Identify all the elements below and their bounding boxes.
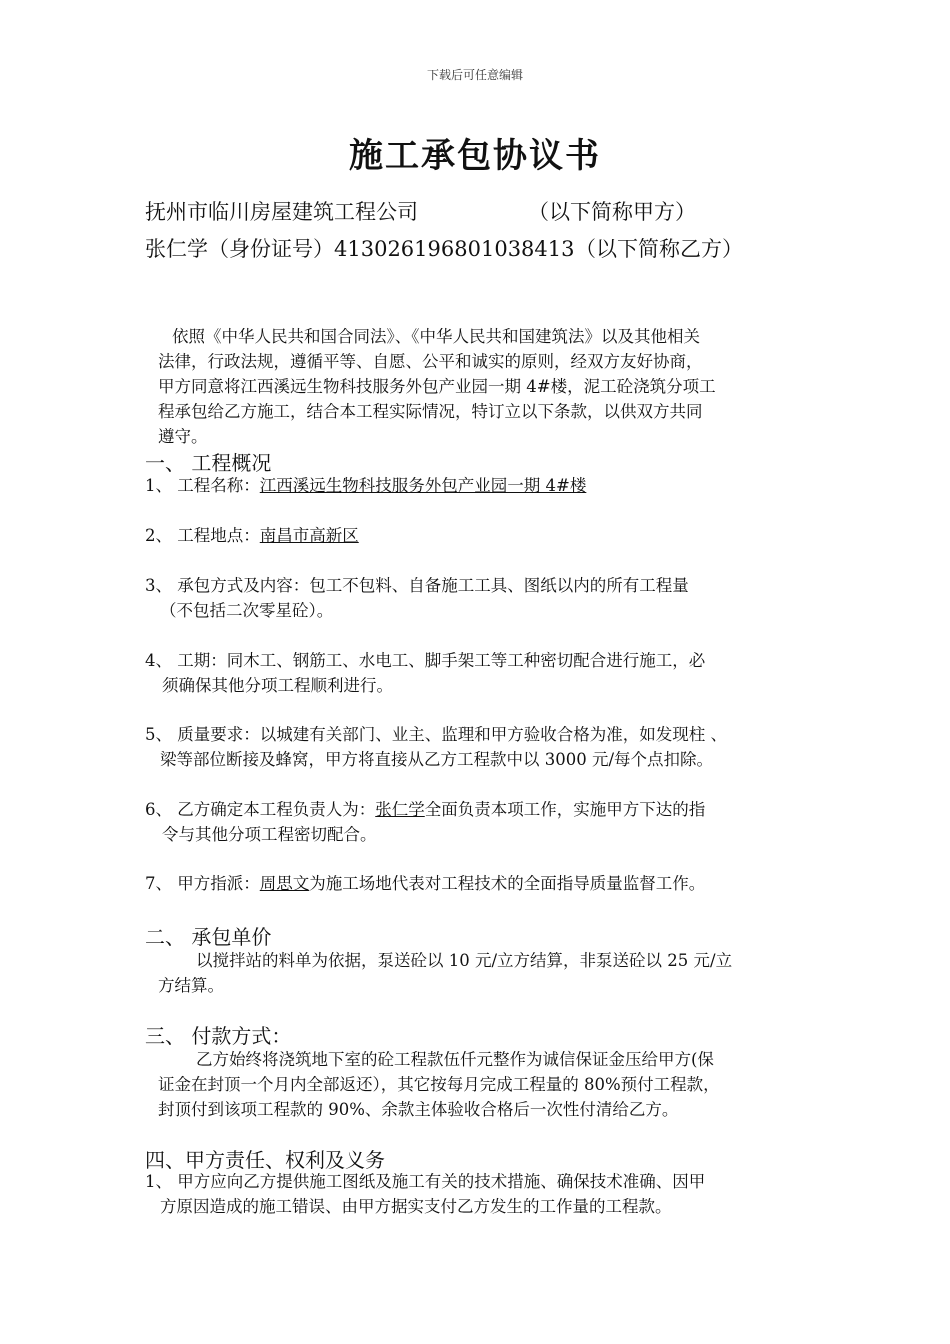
item-7-suffix: 为施工场地代表对工程技术的全面指导质量监督工作。 [309, 874, 706, 893]
section-1-item-4-line-1: 4、 工期：同木工、钢筋工、水电工、脚手架工等工种密切配合进行施工，必 [145, 651, 706, 670]
party-b-line [145, 233, 743, 263]
section-1-item-4-line-2: 须确保其他分项工程顺利进行。 [162, 676, 393, 695]
section-1-item-6-line-2: 令与其他分项工程密切配合。 [162, 825, 377, 844]
item-6-prefix: 6、 乙方确定本工程负责人为： [145, 800, 376, 819]
section-1-item-3-line-2: （不包括二次零星砼）。 [160, 601, 334, 620]
contractor-lead-name: 张仁学 [375, 800, 425, 819]
document-title: 施工承包协议书 [349, 136, 601, 176]
section-3-line-1: 乙方始终将浇筑地下室的砼工程款伍仟元整作为诚信保证金压给甲方(保 [196, 1050, 714, 1069]
section-1-item-5-line-2: 梁等部位断接及蜂窝，甲方将直接从乙方工程款中以 3000 元/每个点扣除。 [160, 750, 714, 769]
item-1-label: 1、 工程名称： [145, 476, 260, 495]
section-2-line-2: 方结算。 [158, 976, 224, 995]
item-6-suffix: 全面负责本项工作，实施甲方下达的指 [424, 800, 706, 819]
header-note: 下载后可任意编辑 [426, 68, 523, 82]
item-2-label: 2、 工程地点： [145, 526, 260, 545]
party-b-alias: （以下简称乙方） [575, 237, 743, 261]
section-1-item-3-line-1: 3、 承包方式及内容：包工不包料、自备施工工具、图纸以内的所有工程量 [145, 576, 689, 595]
section-4-item-1-line-1: 1、 甲方应向乙方提供施工图纸及施工有关的技术措施、确保技术准确、因甲 [145, 1172, 706, 1191]
section-3-heading: 三、 付款方式： [145, 1024, 292, 1048]
section-1-item-6-line-1 [145, 798, 705, 823]
party-a-line [145, 196, 696, 226]
intro-line-1: 依照《中华人民共和国合同法》、《中华人民共和国建筑法》以及其他相关 [172, 327, 700, 346]
item-7-prefix: 7、 甲方指派： [145, 874, 260, 893]
intro-line-4: 程承包给乙方施工，结合本工程实际情况，特订立以下条款，以供双方共同 [158, 402, 703, 421]
section-4-item-1-line-2: 方原因造成的施工错误、由甲方据实支付乙方发生的工作量的工程款。 [160, 1197, 672, 1216]
section-3-line-3: 封顶付到该项工程款的 90%、余款主体验收合格后一次性付清给乙方。 [158, 1100, 679, 1119]
intro-line-5: 遵守。 [158, 427, 208, 446]
section-3-line-2: 证金在封顶一个月内全部返还），其它按每月完成工程量的 80%预付工程款， [158, 1075, 720, 1094]
party-b-name: 张仁学（身份证号）413026196801038413 [145, 237, 575, 261]
section-1-item-7 [145, 872, 705, 897]
section-1-heading: 一、 工程概况 [145, 451, 272, 475]
section-1-item-5-line-1: 5、 质量要求：以城建有关部门、业主、监理和甲方验收合格为准，如发现柱 、 [145, 725, 727, 744]
section-4-heading: 四、甲方责任、权利及义务 [145, 1148, 385, 1172]
section-1-item-2 [145, 524, 359, 549]
intro-line-3: 甲方同意将江西溪远生物科技服务外包产业园一期 4#楼，泥工砼浇筑分项工 [158, 377, 716, 396]
party-a-alias: （以下简称甲方） [528, 200, 696, 224]
project-name: 江西溪远生物科技服务外包产业园一期 4#楼 [259, 476, 587, 495]
site-representative-name: 周思文 [259, 874, 310, 893]
section-2-heading: 二、 承包单价 [145, 925, 272, 949]
project-location: 南昌市高新区 [259, 526, 359, 545]
intro-line-2: 法律，行政法规，遵循平等、自愿、公平和诚实的原则，经双方友好协商， [158, 352, 703, 371]
section-1-item-1 [145, 474, 586, 499]
party-a-name: 抚州市临川房屋建筑工程公司 [145, 200, 418, 224]
section-2-line-1: 以搅拌站的料单为依据，泵送砼以 10 元/立方结算，非泵送砼以 25 元/立 [196, 951, 733, 970]
